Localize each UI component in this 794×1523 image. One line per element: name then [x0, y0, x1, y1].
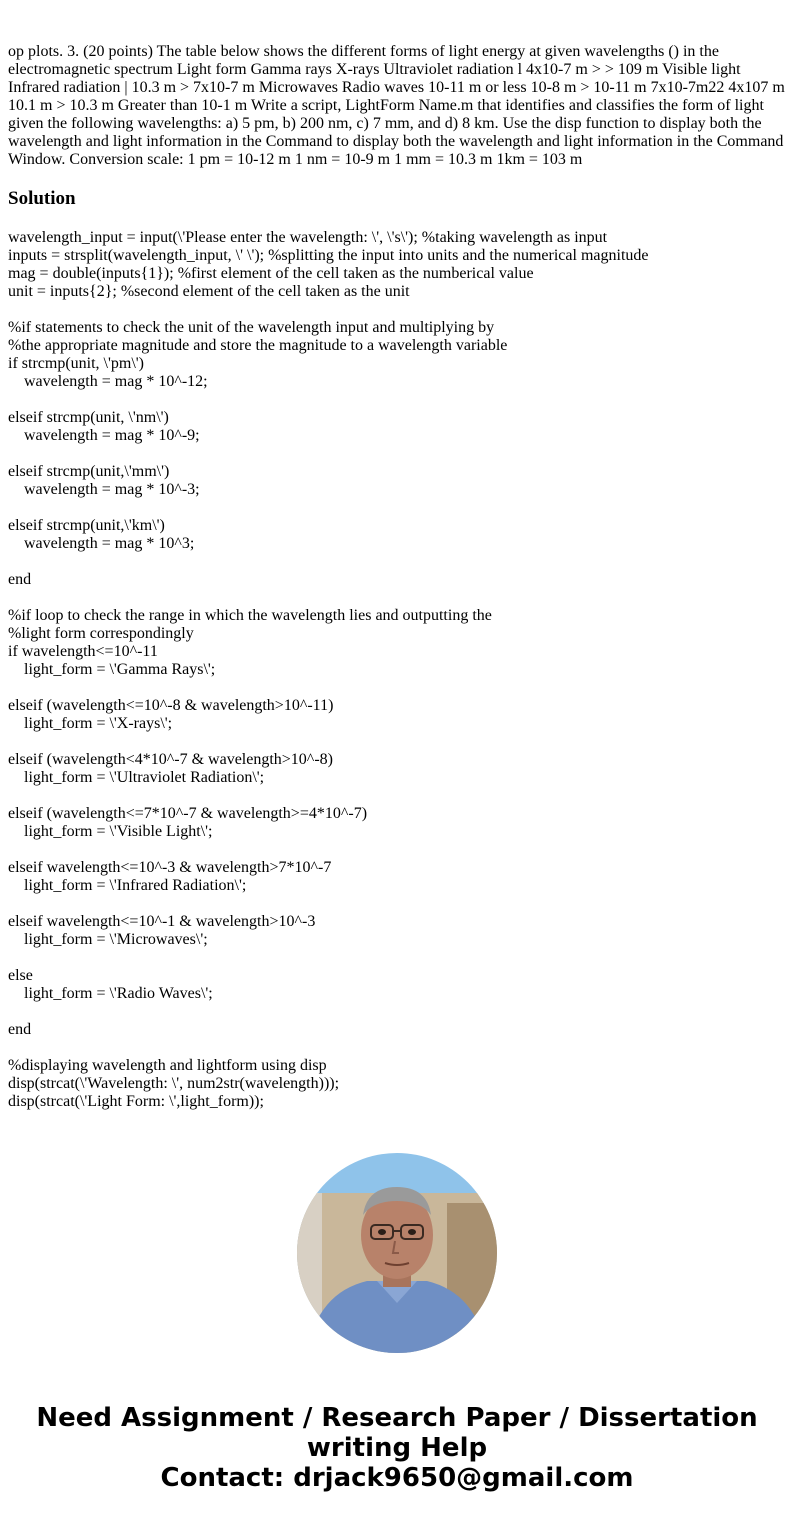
code-line: disp(strcat(\'Wavelength: \', num2str(wavelength))); [8, 1075, 340, 1092]
code-line [8, 787, 788, 805]
code-line: elseif wavelength<=10^-3 & wavelength>7*10^-7 [8, 859, 332, 876]
code-line [8, 733, 788, 751]
code-line: light_form = \'Radio Waves\'; [8, 985, 213, 1002]
code-line: light_form = \'Microwaves\'; [8, 931, 208, 948]
code-line [8, 1039, 788, 1057]
code-line [8, 499, 788, 517]
code-line [8, 553, 788, 571]
code-line: elseif wavelength<=10^-1 & wavelength>10^-3 [8, 913, 316, 930]
code-line [8, 949, 788, 967]
code-line: %if loop to check the range in which the wavelength lies and outputting the [8, 607, 492, 624]
code-line [8, 841, 788, 859]
code-line: else [8, 967, 33, 984]
author-photo [297, 1153, 497, 1353]
promo-line-2: writing Help [306, 1433, 488, 1463]
code-line: %if statements to check the unit of the wavelength input and multiplying by [8, 319, 495, 336]
code-line: light_form = \'Visible Light\'; [8, 823, 213, 840]
code-line: inputs = strsplit(wavelength_input, \' \'); %splitting the input into units and the numerical magnitude [8, 247, 649, 264]
code-line: elseif strcmp(unit, \'nm\') [8, 409, 169, 426]
code-line: mag = double(inputs{1}); %first element of the cell taken as the numberical value [8, 265, 534, 282]
code-line: disp(strcat(\'Light Form: \',light_form)); [8, 1093, 264, 1110]
code-line: wavelength_input = input(\'Please enter the wavelength: \', \'s\'); %taking wavelength as input [8, 229, 608, 246]
promo-line-1: Need Assignment / Research Paper / Dissertation [36, 1403, 758, 1433]
code-line [8, 1003, 788, 1021]
code-line: wavelength = mag * 10^3; [8, 535, 195, 552]
code-line [8, 391, 788, 409]
question-text: op plots. 3. (20 points) The table below shows the different forms of light energy at given wavelengths () in the electromagnetic spectrum Light form Gamma rays X-rays Ultraviolet radiation l 4x10-7 m > > 109 m Visible light Infrared radiation | 10.3 m > 7x10-7 m Microwaves Radio waves 10-11 m or less 10-8 m > 10-11 m 7x10-7m22 4x107 m 10.1 m > 10.3 m Greater than 10-1 m Write a script, LightForm Name.m that identifies and classifies the form of light given the following wavelengths: a) 5 pm, b) 200 nm, c) 7 mm, and d) 8 km. Use the disp function to display both the wavelength and light information in the Command to display both the wavelength and light information in the Command Window. Conversion scale: 1 pm = 10-12 m 1 nm = 10-9 m 1 mm = 10.3 m 1km = 103 m [8, 43, 785, 168]
code-line: %displaying wavelength and lightform using disp [8, 1057, 327, 1074]
code-line: if strcmp(unit, \'pm\') [8, 355, 144, 372]
code-line: if wavelength<=10^-11 [8, 643, 158, 660]
code-line: elseif (wavelength<=10^-8 & wavelength>10^-11) [8, 697, 334, 714]
code-line: wavelength = mag * 10^-12; [8, 373, 208, 390]
code-line: end [8, 571, 32, 588]
solution-code [8, 229, 788, 1111]
author-photo-icon [297, 1153, 497, 1353]
code-line: elseif strcmp(unit,\'mm\') [8, 463, 170, 480]
code-line: end [8, 1021, 32, 1038]
code-line [8, 589, 788, 607]
code-line [8, 301, 788, 319]
code-line: light_form = \'X-rays\'; [8, 715, 173, 732]
code-line [8, 895, 788, 913]
code-line: elseif (wavelength<=7*10^-7 & wavelength>=4*10^-7) [8, 805, 368, 822]
code-line [8, 679, 788, 697]
code-line: light_form = \'Ultraviolet Radiation\'; [8, 769, 265, 786]
code-line: %light form correspondingly [8, 625, 194, 642]
code-line: light_form = \'Gamma Rays\'; [8, 661, 216, 678]
solution-heading: Solution [8, 188, 76, 209]
code-line: unit = inputs{2}; %second element of the cell taken as the unit [8, 283, 410, 300]
code-line: light_form = \'Infrared Radiation\'; [8, 877, 247, 894]
code-line: elseif strcmp(unit,\'km\') [8, 517, 165, 534]
code-line: elseif (wavelength<4*10^-7 & wavelength>10^-8) [8, 751, 333, 768]
promo-footer [0, 1403, 794, 1493]
promo-contact: Contact: drjack9650@gmail.com [160, 1463, 634, 1493]
code-line: %the appropriate magnitude and store the magnitude to a wavelength variable [8, 337, 508, 354]
code-line: wavelength = mag * 10^-3; [8, 481, 200, 498]
code-line [8, 445, 788, 463]
code-line: wavelength = mag * 10^-9; [8, 427, 200, 444]
